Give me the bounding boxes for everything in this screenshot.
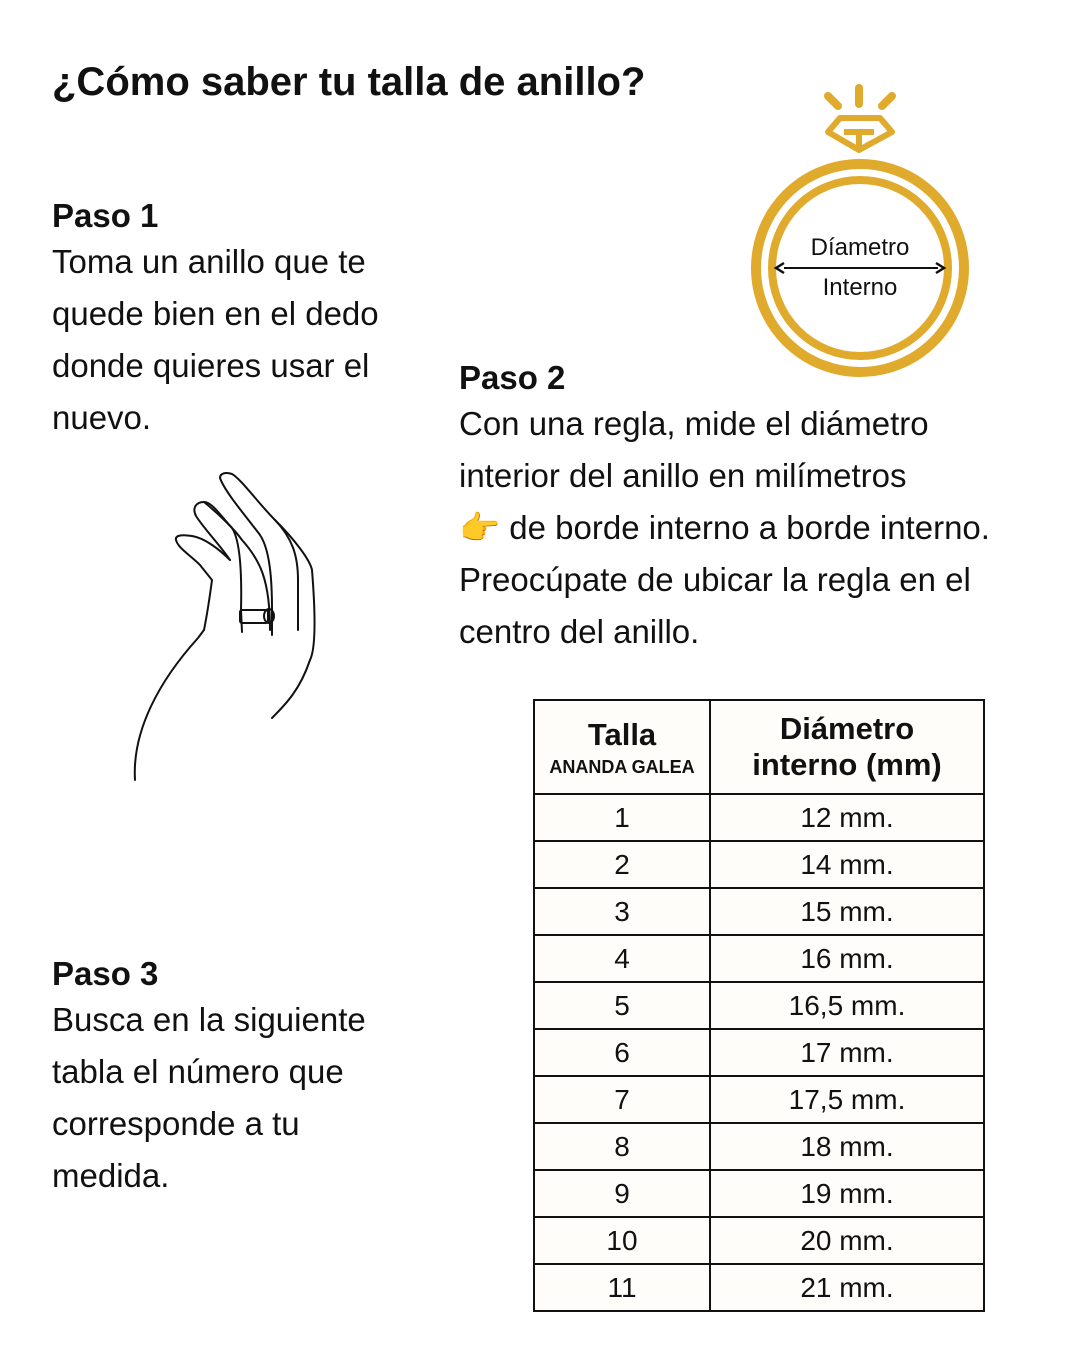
diameter-cell: 20 mm. xyxy=(710,1217,984,1264)
diameter-cell: 15 mm. xyxy=(710,888,984,935)
table-row xyxy=(534,1029,984,1076)
step-1-line: quede bien en el dedo xyxy=(52,295,379,332)
table-row xyxy=(534,1170,984,1217)
size-cell: 3 xyxy=(534,888,710,935)
step-1-heading: Paso 1 xyxy=(52,197,159,234)
size-cell: 10 xyxy=(534,1217,710,1264)
diameter-cell: 19 mm. xyxy=(710,1170,984,1217)
step-1-line: nuevo. xyxy=(52,399,152,436)
size-cell: 7 xyxy=(534,1076,710,1123)
step-3-line: medida. xyxy=(52,1157,170,1194)
step-1-line: Toma un anillo que te xyxy=(52,243,366,280)
pointing-hand-icon: 👉 xyxy=(459,509,501,546)
diameter-cell: 12 mm. xyxy=(710,794,984,841)
table-row xyxy=(534,1217,984,1264)
step-3 xyxy=(52,954,452,1202)
step-2 xyxy=(459,358,1069,658)
diameter-cell: 17 mm. xyxy=(710,1029,984,1076)
step-2-line: centro del anillo. xyxy=(459,613,700,650)
step-2-heading: Paso 2 xyxy=(459,359,566,396)
page-title: ¿Cómo saber tu talla de anillo? xyxy=(52,60,646,104)
step-3-line: Busca en la siguiente xyxy=(52,1001,366,1038)
size-cell: 4 xyxy=(534,935,710,982)
size-cell: 2 xyxy=(534,841,710,888)
step-2-line: Preocúpate de ubicar la regla en el xyxy=(459,561,971,598)
step-3-line: corresponde a tu xyxy=(52,1105,300,1142)
size-cell: 8 xyxy=(534,1123,710,1170)
diameter-label: Díametro xyxy=(810,234,910,261)
size-cell: 5 xyxy=(534,982,710,1029)
step-1-line: donde quieres usar el xyxy=(52,347,370,384)
step-3-heading: Paso 3 xyxy=(52,955,159,992)
size-cell: 1 xyxy=(534,794,710,841)
diameter-cell: 16 mm. xyxy=(710,935,984,982)
diameter-cell: 17,5 mm. xyxy=(710,1076,984,1123)
diameter-cell: 14 mm. xyxy=(710,841,984,888)
table-row xyxy=(534,935,984,982)
internal-label: Interno xyxy=(822,274,898,301)
ring-diagram-labels xyxy=(740,80,980,380)
table-header-row xyxy=(534,700,984,794)
diameter-cell: 16,5 mm. xyxy=(710,982,984,1029)
table-row xyxy=(534,794,984,841)
step-1 xyxy=(52,196,452,444)
header-diametro: Diámetro interno (mm) xyxy=(710,700,984,794)
header-talla: Talla ANANDA GALEA xyxy=(534,700,710,794)
ring-size-table xyxy=(533,699,985,1312)
size-cell: 11 xyxy=(534,1264,710,1311)
table-row xyxy=(534,888,984,935)
diameter-cell: 21 mm. xyxy=(710,1264,984,1311)
step-2-line: 👉 de borde interno a borde interno. xyxy=(459,509,990,546)
hand-with-ring-illustration xyxy=(120,460,340,790)
table-row xyxy=(534,1123,984,1170)
step-2-line: Con una regla, mide el diámetro xyxy=(459,405,929,442)
step-2-line: interior del anillo en milímetros xyxy=(459,457,907,494)
table-row xyxy=(534,841,984,888)
table-row xyxy=(534,1264,984,1311)
size-cell: 6 xyxy=(534,1029,710,1076)
table-row xyxy=(534,982,984,1029)
size-cell: 9 xyxy=(534,1170,710,1217)
diameter-cell: 18 mm. xyxy=(710,1123,984,1170)
step-3-line: tabla el número que xyxy=(52,1053,344,1090)
table-row xyxy=(534,1076,984,1123)
